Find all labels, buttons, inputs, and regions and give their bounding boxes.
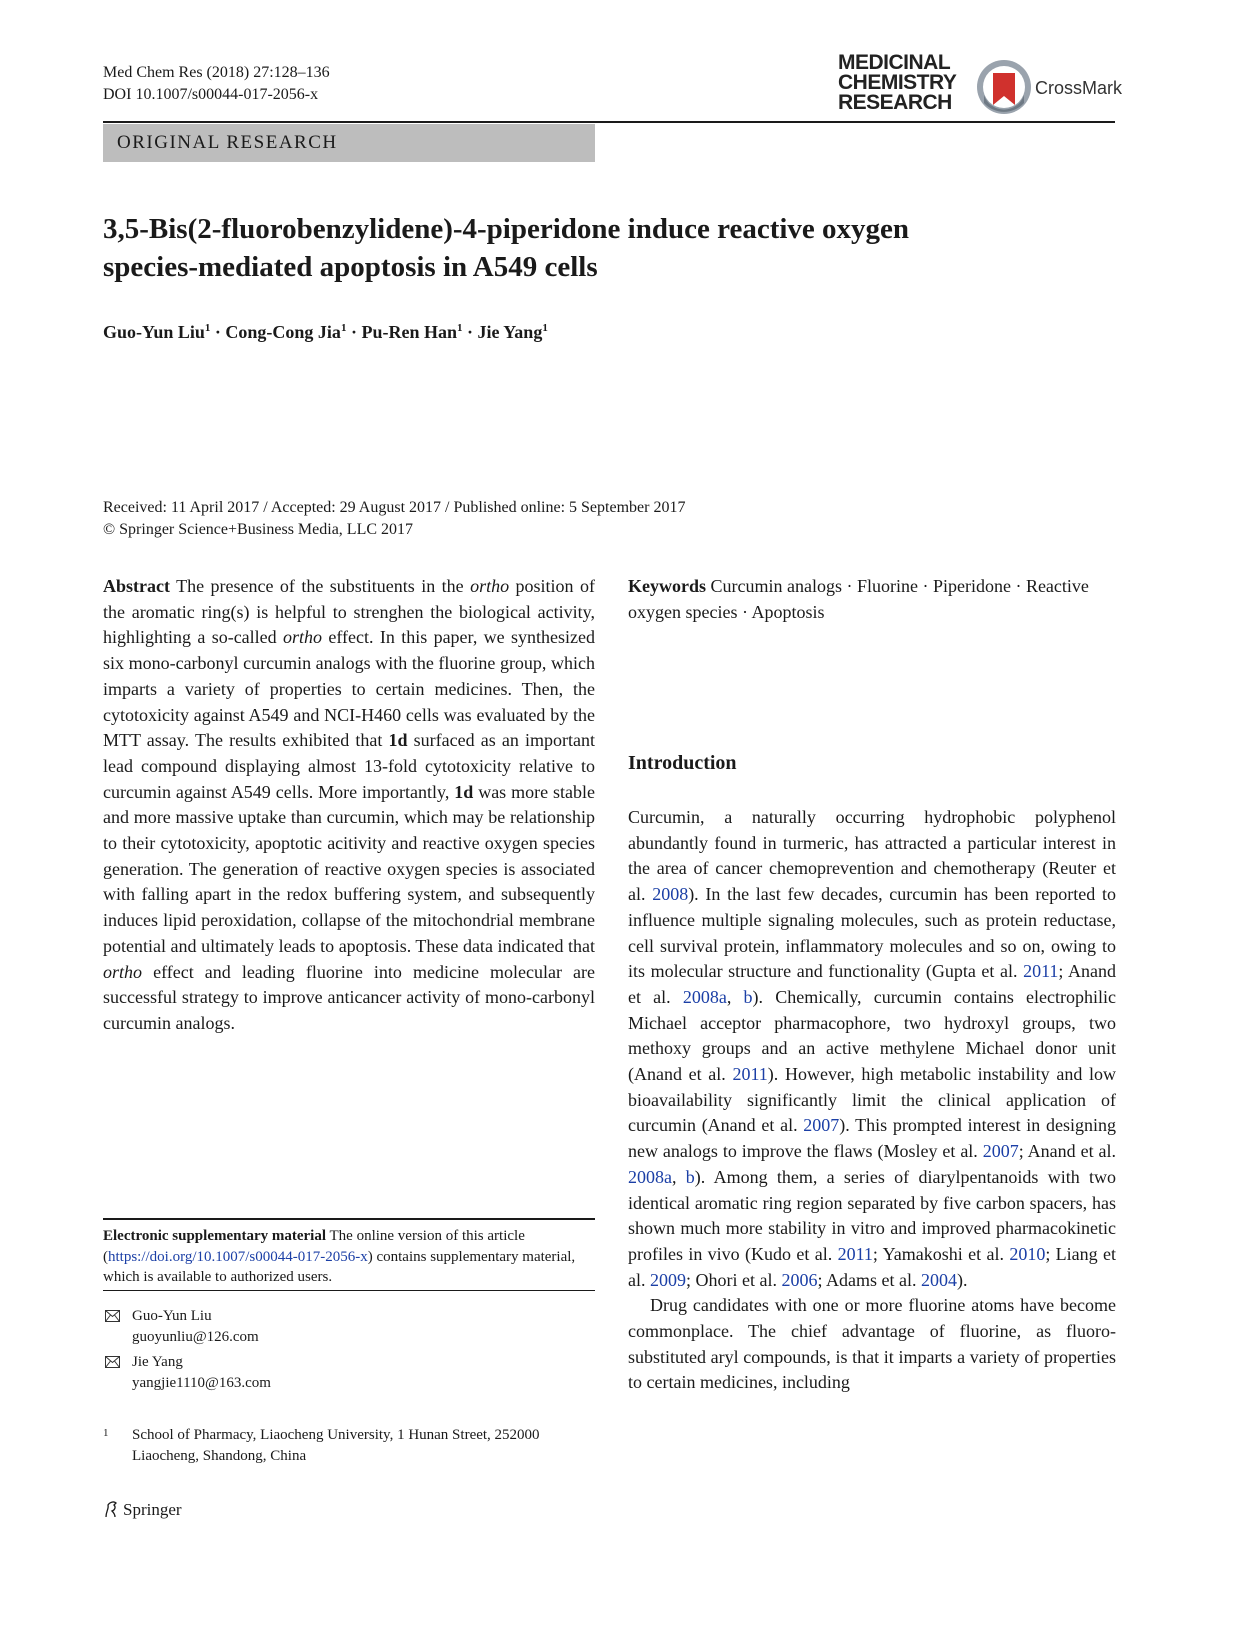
logo-line: CHEMISTRY: [838, 71, 957, 94]
author-name[interactable]: Pu-Ren Han: [361, 322, 457, 342]
abstract-text: effect and leading fluorine into medicine molecular are successful strategy to improve anticancer activity of mono-carbonyl curcumin analogs.: [103, 961, 595, 1033]
introduction-text: ). In the last few decades, curcumin has been reported to influence multiple signaling molecules, such as protein reductase, cell survival protein, inflammatory molecules and so on, owing to its molecular structure and functionality (Gupta et al.: [628, 884, 1116, 982]
email[interactable]: guoyunliu@126.com: [132, 1329, 259, 1345]
introduction-text: ,: [672, 1166, 686, 1187]
introduction-text: ; Yamakoshi et al.: [872, 1243, 1010, 1264]
publication-history: [103, 497, 685, 541]
affiliation: [103, 1425, 573, 1467]
author-name[interactable]: Jie Yang: [477, 322, 543, 342]
introduction-text: Curcumin, a naturally occurring hydrophobic polyphenol abundantly found in turmeric, has attracted a particular interest in the area of cancer chemoprevention and chemotherapy (Reuter et al.: [628, 807, 1116, 905]
keywords-label: Keywords: [628, 576, 706, 596]
author-affiliation-ref: 1: [340, 322, 347, 334]
citation-link[interactable]: 2004: [920, 1269, 957, 1290]
abstract-text: surfaced as an important lead compound displaying almost 13-fold cytotoxicity relative to curcumin against A549 cells. More importantly,: [103, 730, 596, 802]
journal-reference: Med Chem Res (2018) 27:128–136: [103, 64, 330, 81]
introduction-text: ). Chemically, curcumin contains electrophilic Michael acceptor pharmacophore, two hydroxyl groups, two methoxy groups and an active methylene Michael donor unit (Anand et al.: [628, 986, 1117, 1085]
introduction-text: ; Ohori et al.: [686, 1269, 782, 1290]
supplementary-material-note: [103, 1226, 595, 1288]
introduction-text: ,: [726, 986, 744, 1007]
esm-text: The online version of this article (: [103, 1228, 525, 1265]
author-affiliation-ref: 1: [542, 322, 548, 334]
title-line: species-mediated apoptosis in A549 cells: [103, 251, 598, 283]
abstract-text: effect. In this paper, we synthesized six mono-carbonyl curcumin analogs with the fluorine group, which imparts a variety of properties to certain medicines. Then, the cytotoxicity against A549 and NCI-H460 cells was evaluated by the MTT assay. The results exhibited that: [103, 627, 595, 751]
crossmark-icon[interactable]: [976, 59, 1032, 115]
citation-link[interactable]: 2006: [781, 1269, 818, 1290]
introduction-text: ). This prompted interest in designing new analogs to improve the flaws (Mosley et al.: [628, 1115, 1116, 1162]
introduction-text: ; Anand et al.: [628, 961, 1116, 1007]
abstract-text: was more stable and more massive uptake than curcumin, which may be relationship to their cytotoxicity, apoptotic acitivity and reactive oxygen species generation. The generation of reactive oxygen species is associated with falling apart in the redox buffering system, and subsequently induces lipid peroxidation, collapse of the mitochondrial membrane potential and ultimately leads to apoptosis. These data indicated that: [103, 781, 595, 956]
keywords-text: Curcumin analogs · Fluorine · Piperidone · Reactive oxygen species · Apoptosis: [628, 576, 1089, 622]
citation-link[interactable]: 2007: [803, 1115, 840, 1136]
citation-link[interactable]: b: [685, 1166, 695, 1187]
citation-link[interactable]: 2011: [732, 1064, 768, 1085]
compound-label: 1d: [388, 730, 408, 751]
introduction-text: ). However, high metabolic instability and low bioavailability significantly limit the clinical application of curcumin (Anand et al.: [628, 1064, 1116, 1136]
introduction-text: ; Anand et al.: [1018, 1141, 1116, 1162]
author-affiliation-ref: 1: [204, 322, 211, 334]
introduction-text: ).: [956, 1269, 968, 1290]
citation-link[interactable]: 2011: [1023, 961, 1059, 982]
copyright: © Springer Science+Business Media, LLC 2017: [103, 521, 414, 538]
corresponding-author-name: Guo-Yun Liu: [132, 1308, 212, 1324]
abstract: [103, 574, 595, 1037]
abstract-text: The presence of the substituents in the: [169, 576, 471, 596]
footnote-rule: [103, 1218, 595, 1220]
springer-horse-icon: [103, 1500, 119, 1518]
header-rule: [103, 121, 1115, 123]
author-separator: ·: [462, 322, 478, 342]
logo-line: MEDICINAL: [838, 51, 951, 74]
dates: Received: 11 April 2017 / Accepted: 29 August 2017 / Published online: 5 September 2017: [103, 499, 686, 516]
abstract-emphasis: ortho: [470, 576, 510, 596]
citation-link[interactable]: 2008a: [628, 1166, 672, 1187]
esm-text: ) contains supplementary material, which is available to authorized users.: [103, 1248, 576, 1285]
section-heading-introduction: Introduction: [628, 752, 737, 774]
introduction-text: ; Liang et al.: [628, 1243, 1116, 1290]
affiliation-text: School of Pharmacy, Liaocheng University, 1 Hunan Street, 252000 Liaocheng, Shandong, China: [132, 1427, 540, 1464]
author-separator: ·: [346, 322, 362, 342]
introduction-text: ). Among them, a series of diarylpentanoids with two identical aromatic ring region separated by five carbon spacers, has shown much more stability in vitro and improved pharmacokinetic profiles in vivo (Kudo et al.: [628, 1166, 1117, 1264]
title-line: 3,5-Bis(2-fluorobenzylidene)-4-piperidone induce reactive oxygen: [103, 213, 910, 245]
citation-link[interactable]: 2009: [650, 1269, 686, 1290]
citation-link[interactable]: 2007: [982, 1141, 1019, 1162]
author-list: [103, 322, 548, 343]
introduction-paragraph: [628, 805, 1116, 1293]
esm-label: Electronic supplementary material: [103, 1228, 327, 1244]
corresponding-author: [103, 1352, 271, 1394]
corresponding-author-name: Jie Yang: [132, 1354, 183, 1370]
envelope-icon: [105, 1310, 120, 1322]
abstract-emphasis: ortho: [103, 961, 143, 982]
citation-link[interactable]: b: [743, 986, 753, 1007]
keywords: [628, 574, 1116, 625]
introduction-body: [628, 805, 1116, 1396]
publisher-footer: [103, 1500, 182, 1520]
logo-line: RESEARCH: [838, 91, 952, 114]
affiliation-number: 1: [103, 1427, 109, 1439]
footnote-rule: [103, 1290, 595, 1291]
journal-logo: [838, 53, 956, 113]
corresponding-author: [103, 1306, 271, 1348]
abstract-emphasis: ortho: [283, 627, 323, 648]
email[interactable]: yangjie1110@163.com: [132, 1375, 271, 1391]
abstract-label: Abstract: [103, 576, 170, 596]
author-name[interactable]: Cong-Cong Jia: [225, 322, 341, 342]
supplementary-link[interactable]: https://doi.org/10.1007/s00044-017-2056-x: [108, 1248, 368, 1265]
doi: DOI 10.1007/s00044-017-2056-x: [103, 86, 319, 103]
citation-link[interactable]: 2008a: [682, 986, 727, 1007]
citation-link[interactable]: 2011: [837, 1243, 873, 1264]
article-category: ORIGINAL RESEARCH: [103, 124, 595, 162]
abstract-text: position of the aromatic ring(s) is helpful to strenghen the biological activity, highlighting a so-called: [103, 576, 595, 648]
compound-label: 1d: [454, 781, 474, 802]
envelope-icon: [105, 1356, 120, 1368]
publisher-name: Springer: [123, 1500, 182, 1519]
author-name[interactable]: Guo-Yun Liu: [103, 322, 205, 342]
introduction-text: ; Adams et al.: [817, 1269, 921, 1290]
article-title: [103, 210, 1063, 286]
correspondence: [103, 1306, 271, 1394]
introduction-paragraph: Drug candidates with one or more fluorine atoms have become commonplace. The chief advantage of fluorine, as fluoro-substituted aryl compounds, is that it imparts a variety of properties to certain medicines, including: [628, 1295, 1116, 1393]
author-affiliation-ref: 1: [456, 322, 463, 334]
author-separator: ·: [210, 322, 226, 342]
crossmark-label[interactable]: CrossMark: [1035, 78, 1123, 98]
citation-link[interactable]: 2010: [1009, 1243, 1046, 1264]
citation-link[interactable]: 2008: [652, 884, 689, 905]
journal-meta: [103, 62, 330, 106]
